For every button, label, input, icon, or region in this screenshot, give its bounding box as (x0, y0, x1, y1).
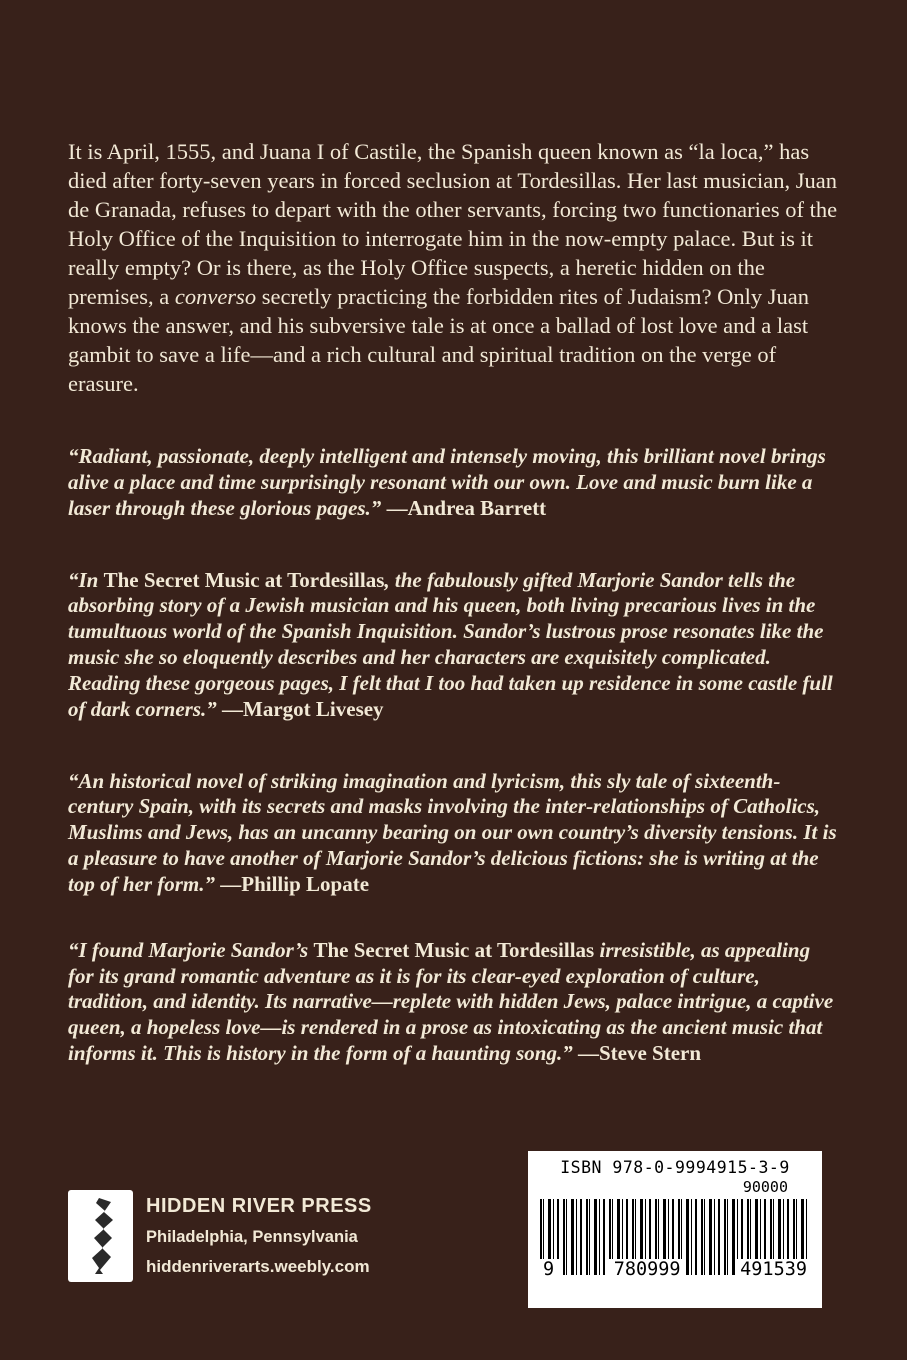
text-segment: The Secret Music at Tordesillas (313, 937, 595, 962)
text-segment: —Andrea Barrett (386, 495, 547, 520)
barcode-digit-group: 780999 (609, 1259, 686, 1281)
text-segment: —Phillip Lopate (220, 871, 370, 896)
text-segment: irresistible, as appealing for its grand romantic adventure as it is for its clear-eyed exploration of culture, tradition, and identity. Its narrative—replete with hidden Jews, palace intrigue, a captive queen, a hopeless love—is rendered in a prose as intoxicating as the ancient music that informs it. This is history in the form of a haunting song.” (68, 937, 834, 1066)
publisher-block (68, 1190, 372, 1282)
text-segment: “In (68, 567, 104, 592)
publisher-website: hiddenriverarts.weebly.com (146, 1257, 370, 1276)
synopsis-paragraph (68, 137, 840, 398)
text-segment: “I found Marjorie Sandor’s (68, 937, 314, 962)
barcode-number (536, 1259, 814, 1281)
review-quote-steve-stern (68, 938, 840, 1067)
hidden-river-press-logo (68, 1190, 133, 1282)
text-segment: It is April, 1555, and Juana I of Castile, the Spanish queen known as “la loca,” has died after forty-seven years in forced seclusion at Tordesillas. Her last musician, Juan de Granada, refuses to depart with the other servants, forcing two functionaries of the Holy Office of the Inquisition to interrogate him in the now-empty palace. But is it really empty? Or is there, as the Holy Office suspects, a heretic hidden on the premises, a (68, 139, 838, 310)
text-segment: —Margot Livesey (222, 696, 384, 721)
publisher-name: HIDDEN RIVER PRESS (146, 1195, 372, 1217)
river-figure-icon (77, 1196, 125, 1276)
text-segment: “An historical novel of striking imagination and lyricism, this sly tale of sixteenth-century Spain, with its secrets and masks involving the inter-relationships of Catholics, Muslims and Jews, has an uncanny bearing on our own country’s diversity tensions. It is a pleasure to have another of Marjorie Sandor’s delicious fictions: she is writing at the top of her form.” (68, 768, 837, 896)
back-cover-text (68, 0, 840, 1088)
review-quote-margot-livesey (68, 568, 840, 723)
review-quote-andrea-barrett (68, 444, 840, 521)
barcode-digit-group: 9 (538, 1259, 559, 1281)
isbn-barcode (528, 1151, 822, 1308)
barcode-digit-group: 491539 (735, 1259, 812, 1281)
text-segment: “Radiant, passionate, deeply intelligent and intensely moving, this brilliant novel brings alive a place and time surprisingly resonant with our own. Love and music burn like a laser through these glorious pages.” (68, 444, 826, 520)
barcode-price-code: 90000 (742, 1178, 788, 1196)
publisher-text (146, 1190, 372, 1282)
text-segment: —Steve Stern (577, 1041, 702, 1066)
text-segment: The Secret Music at Tordesillas (103, 567, 385, 592)
isbn-label: ISBN 978-0-9994915-3-9 (560, 1158, 790, 1177)
review-quote-phillip-lopate (68, 769, 840, 898)
text-segment: secretly practicing the forbidden rites of Judaism? Only Juan knows the answer, and his subversive tale is at once a ballad of lost love and a last gambit to save a life—and a rich cultural and spiritual tradition on the verge of erasure. (68, 284, 810, 397)
publisher-location: Philadelphia, Pennsylvania (146, 1228, 358, 1246)
text-segment: , the fabulously gifted Marjorie Sandor tells the absorbing story of a Jewish musician and his queen, both living precarious lives in the tumultuous world of the Spanish Inquisition. Sandor’s lustrous prose resonates like the music she so eloquently describes and her characters are exquisitely complicated. Reading these gorgeous pages, I felt that I too had taken up residence in some castle full of dark corners.” (68, 567, 833, 721)
text-segment: converso (174, 284, 257, 310)
